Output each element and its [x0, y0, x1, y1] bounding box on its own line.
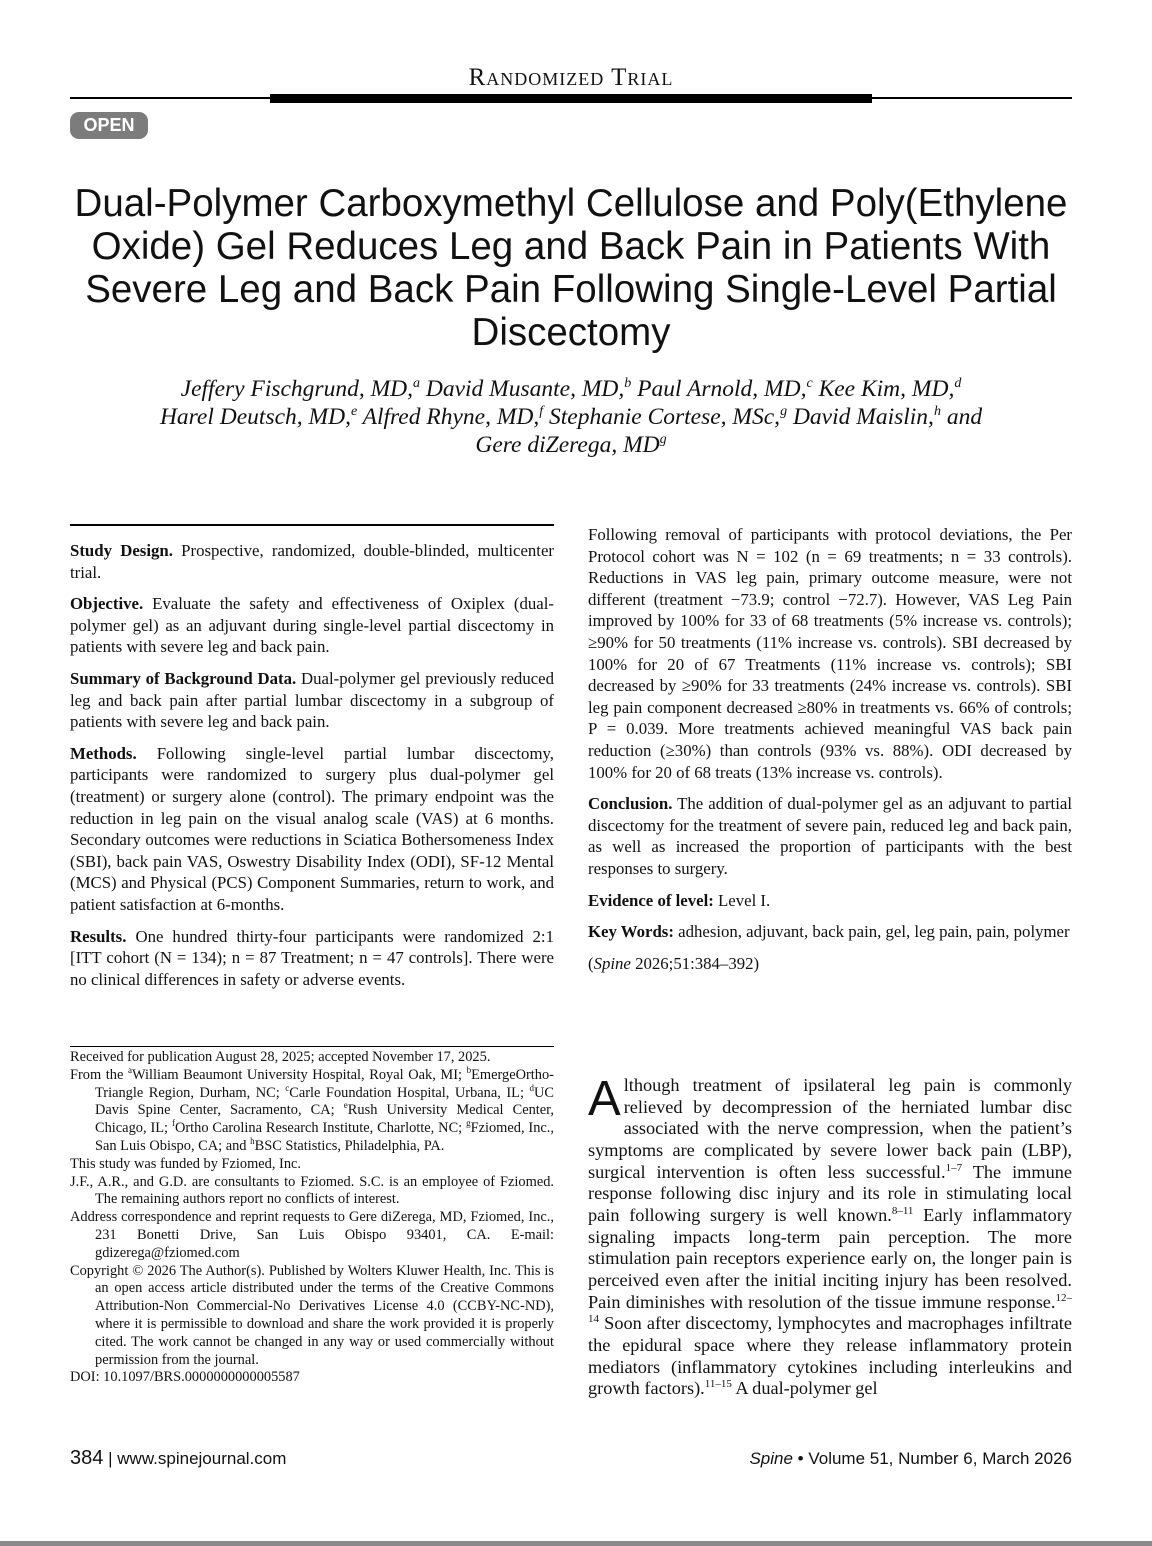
abstract-objective [70, 593, 554, 658]
body-sentence: Early inflammatory signaling impacts long-term pain perception. The more stimulation pain receptors experience early on, the longer pain is perceived even after the initial inciting injury has been resolved. Pain diminishes with resolution of the tissue immune response. [588, 1204, 1072, 1312]
affiliations-intro: From the [70, 1066, 124, 1083]
author-name: Stephanie Cortese, MSc, [549, 404, 781, 430]
section-text: Following single-level partial lumbar discectomy, participants were randomized to surgery plus dual-polymer gel (treatment) or surgery alone (control). The primary endpoint was the reduction in leg pain on the visual analog scale (VAS) at 6 months. Secondary outcomes were reductions in Sciatica Bothersomeness Index (SBI), back pain VAS, Oswestry Disability Index (ODI), SF-12 Mental (MCS) and Physical (PCS) Component Summaries, return to work, and patient satisfaction at 6-months. [70, 743, 554, 914]
open-access-badge: OPEN [70, 112, 148, 139]
author-affiliation-mark: f [539, 404, 544, 420]
body-sentence: Soon after discectomy, lymphocytes and macrophages infiltrate the epidural space where they release inflammatory protein mediators (inflammatory cytokines including interleukins and growth factors). [588, 1313, 1072, 1399]
viewer-bottom-bar [0, 1541, 1152, 1546]
author-affiliation-mark: g [659, 432, 667, 448]
abstract-results [70, 926, 554, 991]
author-name: Kee Kim, MD, [818, 376, 955, 402]
journal-website: www.spinejournal.com [117, 1449, 287, 1468]
section-heading: Conclusion. [588, 794, 673, 814]
citation-details: 2026;51:384–392) [635, 953, 760, 973]
affiliation-text: EmergeOrtho-Triangle Region, Durham, NC; [95, 1066, 554, 1101]
abstract-left-column [70, 540, 554, 1000]
author-affiliation-mark: c [806, 376, 813, 392]
section-heading: Summary of Background Data. [70, 668, 297, 688]
affiliation-text: BSC Statistics, Philadelphia, PA. [254, 1137, 445, 1154]
journal-name: Spine [749, 1449, 793, 1468]
section-text: One hundred thirty-four participants were randomized 2:1 [ITT cohort (N = 134); n = 87 Treatment; n = 47 controls]. There were no clinical differences in safety or adverse events. [70, 926, 554, 989]
affiliation-mark: a [127, 1065, 132, 1075]
reference-citation: 1–7 [945, 1161, 963, 1174]
abstract-results-continued: Following removal of participants with protocol deviations, the Per Protocol cohort was N = 102 (n = 69 treatments; n = 33 controls). Reductions in VAS leg pain, primary outcome measure, were not different (treatment −73.9; control −72.7). However, VAS Leg Pain improved by 100% for 33 of 68 treatments (5% increase vs. controls); ≥90% for 50 treatments (11% increase vs. controls). SBI decreased by 100% for 20 of 67 Treatments (11% increase vs. controls); SBI decreased by ≥90% for 33 treatments (24% increase vs. controls). SBI leg pain component decreased ≥80% in treatments vs. 66% of controls; P = 0.039. More treatments achieved meaningful VAS back pain reduction (≥30%) than controls (93% vs. 88%). ODI decreased by 100% for 20 of 68 treats (13% increase vs. controls). [588, 525, 1072, 782]
section-text: Dual-polymer gel previously reduced leg and back pain after partial lumbar discectomy in a subgroup of patients with severe leg and back pain. [70, 668, 554, 732]
citation-journal: Spine [593, 953, 631, 973]
affiliation-mark: g [466, 1118, 471, 1129]
author-list [100, 375, 1042, 459]
conflicts-note: J.F., A.R., and G.D. are consultants to Fziomed. S.C. is an employee of Fziomed. The remaining authors report no conflicts of interest. [70, 1173, 554, 1208]
author-name: Jeffery Fischgrund, MD, [180, 376, 413, 402]
author-affiliation-mark: b [624, 376, 632, 392]
author-affiliation-mark: a [413, 376, 420, 392]
affiliation-mark: h [250, 1136, 255, 1147]
footer-separator: | [108, 1449, 113, 1468]
affiliation-mark: f [171, 1118, 175, 1129]
footer-right [749, 1449, 1072, 1469]
body-sentence: The immune response following disc injury and its role in stimulating local pain following surgery is well known. [588, 1161, 1072, 1225]
section-text: Level I. [718, 890, 771, 910]
author-name: David Musante, MD, [425, 376, 625, 402]
reference-citation: 12–14 [588, 1291, 1072, 1326]
page-number: 384 [70, 1447, 104, 1469]
author-affiliation-mark: g [780, 404, 788, 420]
affiliations-note [70, 1067, 554, 1156]
abstract-background [70, 668, 554, 733]
affiliation-text: Rush University Medical Center, Chicago, IL; [95, 1102, 554, 1137]
section-label: Randomized Trial [468, 64, 674, 91]
drop-cap: A [588, 1072, 621, 1126]
abstract-study-design [70, 540, 554, 583]
doi-note: DOI: 10.1097/BRS.0000000000005587 [70, 1369, 300, 1386]
abstract-rule [70, 524, 554, 526]
article-title: Dual-Polymer Carboxymethyl Cellulose and Poly(Ethylene Oxide) Gel Reduces Leg and Back Pain in Patients With Severe Leg and Back Pain Following Single-Level Partial Discectomy [74, 182, 1068, 354]
author-name: Gere diZerega, MD [475, 432, 660, 458]
affiliation-text: William Beaumont University Hospital, Royal Oak, MI; [131, 1066, 463, 1083]
body-sentence: A dual-polymer gel [731, 1378, 878, 1399]
section-heading: Objective. [70, 594, 144, 614]
affiliation-mark: d [529, 1082, 534, 1093]
affiliation-mark: c [285, 1082, 290, 1093]
abstract-methods [70, 743, 554, 916]
header-rule-thick [270, 94, 872, 103]
section-heading: Results. [70, 926, 127, 946]
section-text: Prospective, randomized, double-blinded, multicenter trial. [70, 541, 554, 582]
reference-citation: 8–11 [891, 1204, 914, 1217]
section-text: Evaluate the safety and effectiveness of Oxiplex (dual-polymer gel) as an adjuvant during single-level partial discectomy in patients with severe leg and back pain. [70, 594, 554, 657]
section-heading: Key Words: [588, 922, 674, 942]
author-name: Harel Deutsch, MD, [159, 404, 351, 430]
footer-left [70, 1447, 286, 1470]
body-sentence: lthough treatment of ipsilateral leg pain is commonly relieved by decompression of the herniated lumbar disc associated with the nerve compression, when the patient’s symptoms are complicated by severe lower back pain (LBP), surgical intervention is often less successful. [588, 1075, 1072, 1182]
author-affiliation-mark: d [954, 376, 962, 392]
abstract-key-words [588, 921, 1072, 943]
abstract-conclusion [588, 793, 1072, 879]
author-name: Paul Arnold, MD, [637, 376, 807, 402]
author-affiliation-mark: e [350, 404, 358, 420]
affiliation-text: Ortho Carolina Research Institute, Charlotte, NC; [174, 1120, 463, 1137]
section-heading: Study Design. [70, 541, 173, 560]
body-text [588, 1072, 1072, 1400]
abstract-evidence [588, 890, 1072, 912]
affiliation-text: Carle Foundation Hospital, Urbana, IL; [289, 1084, 524, 1101]
section-text: The addition of dual-polymer gel as an adjuvant to partial discectomy for the treatment of severe pain, reduced leg and back pain, as well as increased the proportion of participants with the best responses to surgery. [588, 794, 1072, 878]
author-name: and [946, 404, 983, 430]
author-affiliation-mark: h [933, 404, 941, 420]
issue-info: Volume 51, Number 6, March 2026 [808, 1449, 1072, 1468]
correspondence-note: Address correspondence and reprint requests to Gere diZerega, MD, Fziomed, Inc., 231 Bonetti Drive, San Luis Obispo 93401, CA. E-mail: gdizerega@fziomed.com [70, 1209, 554, 1261]
author-name: David Maislin, [792, 404, 934, 430]
affiliation-mark: e [343, 1100, 348, 1111]
section-heading: Methods. [70, 743, 137, 763]
section-heading: Evidence of level: [588, 890, 714, 910]
footnote-rule [70, 1046, 554, 1047]
author-name: Alfred Rhyne, MD, [362, 404, 540, 430]
affiliation-text: UC Davis Spine Center, Sacramento, CA; [95, 1084, 554, 1119]
received-note: Received for publication August 28, 2025; accepted November 17, 2025. [70, 1049, 491, 1065]
footnotes [70, 1049, 554, 1387]
reference-citation: 11–15 [704, 1378, 732, 1391]
copyright-note: Copyright © 2026 The Author(s). Published by Wolters Kluwer Health, Inc. This is an open access article distributed under the terms of the Creative Commons Attribution-Non Commercial-No Derivatives License 4.0 (CCBY-NC-ND), where it is permissible to download and share the work provided it is properly cited. The work cannot be changed in any way or used commercially without permission from the journal. [70, 1262, 554, 1368]
affiliation-text: Fziomed, Inc., San Luis Obispo, CA; and [95, 1120, 554, 1154]
footer-bullet: • [797, 1449, 804, 1468]
section-text: adhesion, adjuvant, back pain, gel, leg pain, pain, polymer [678, 922, 1070, 942]
abstract-right-column [588, 524, 1072, 984]
affiliation-mark: b [466, 1065, 472, 1075]
abstract-citation: (Spine 2026;51:384–392) [588, 953, 760, 973]
funding-note: This study was funded by Fziomed, Inc. [70, 1155, 302, 1172]
